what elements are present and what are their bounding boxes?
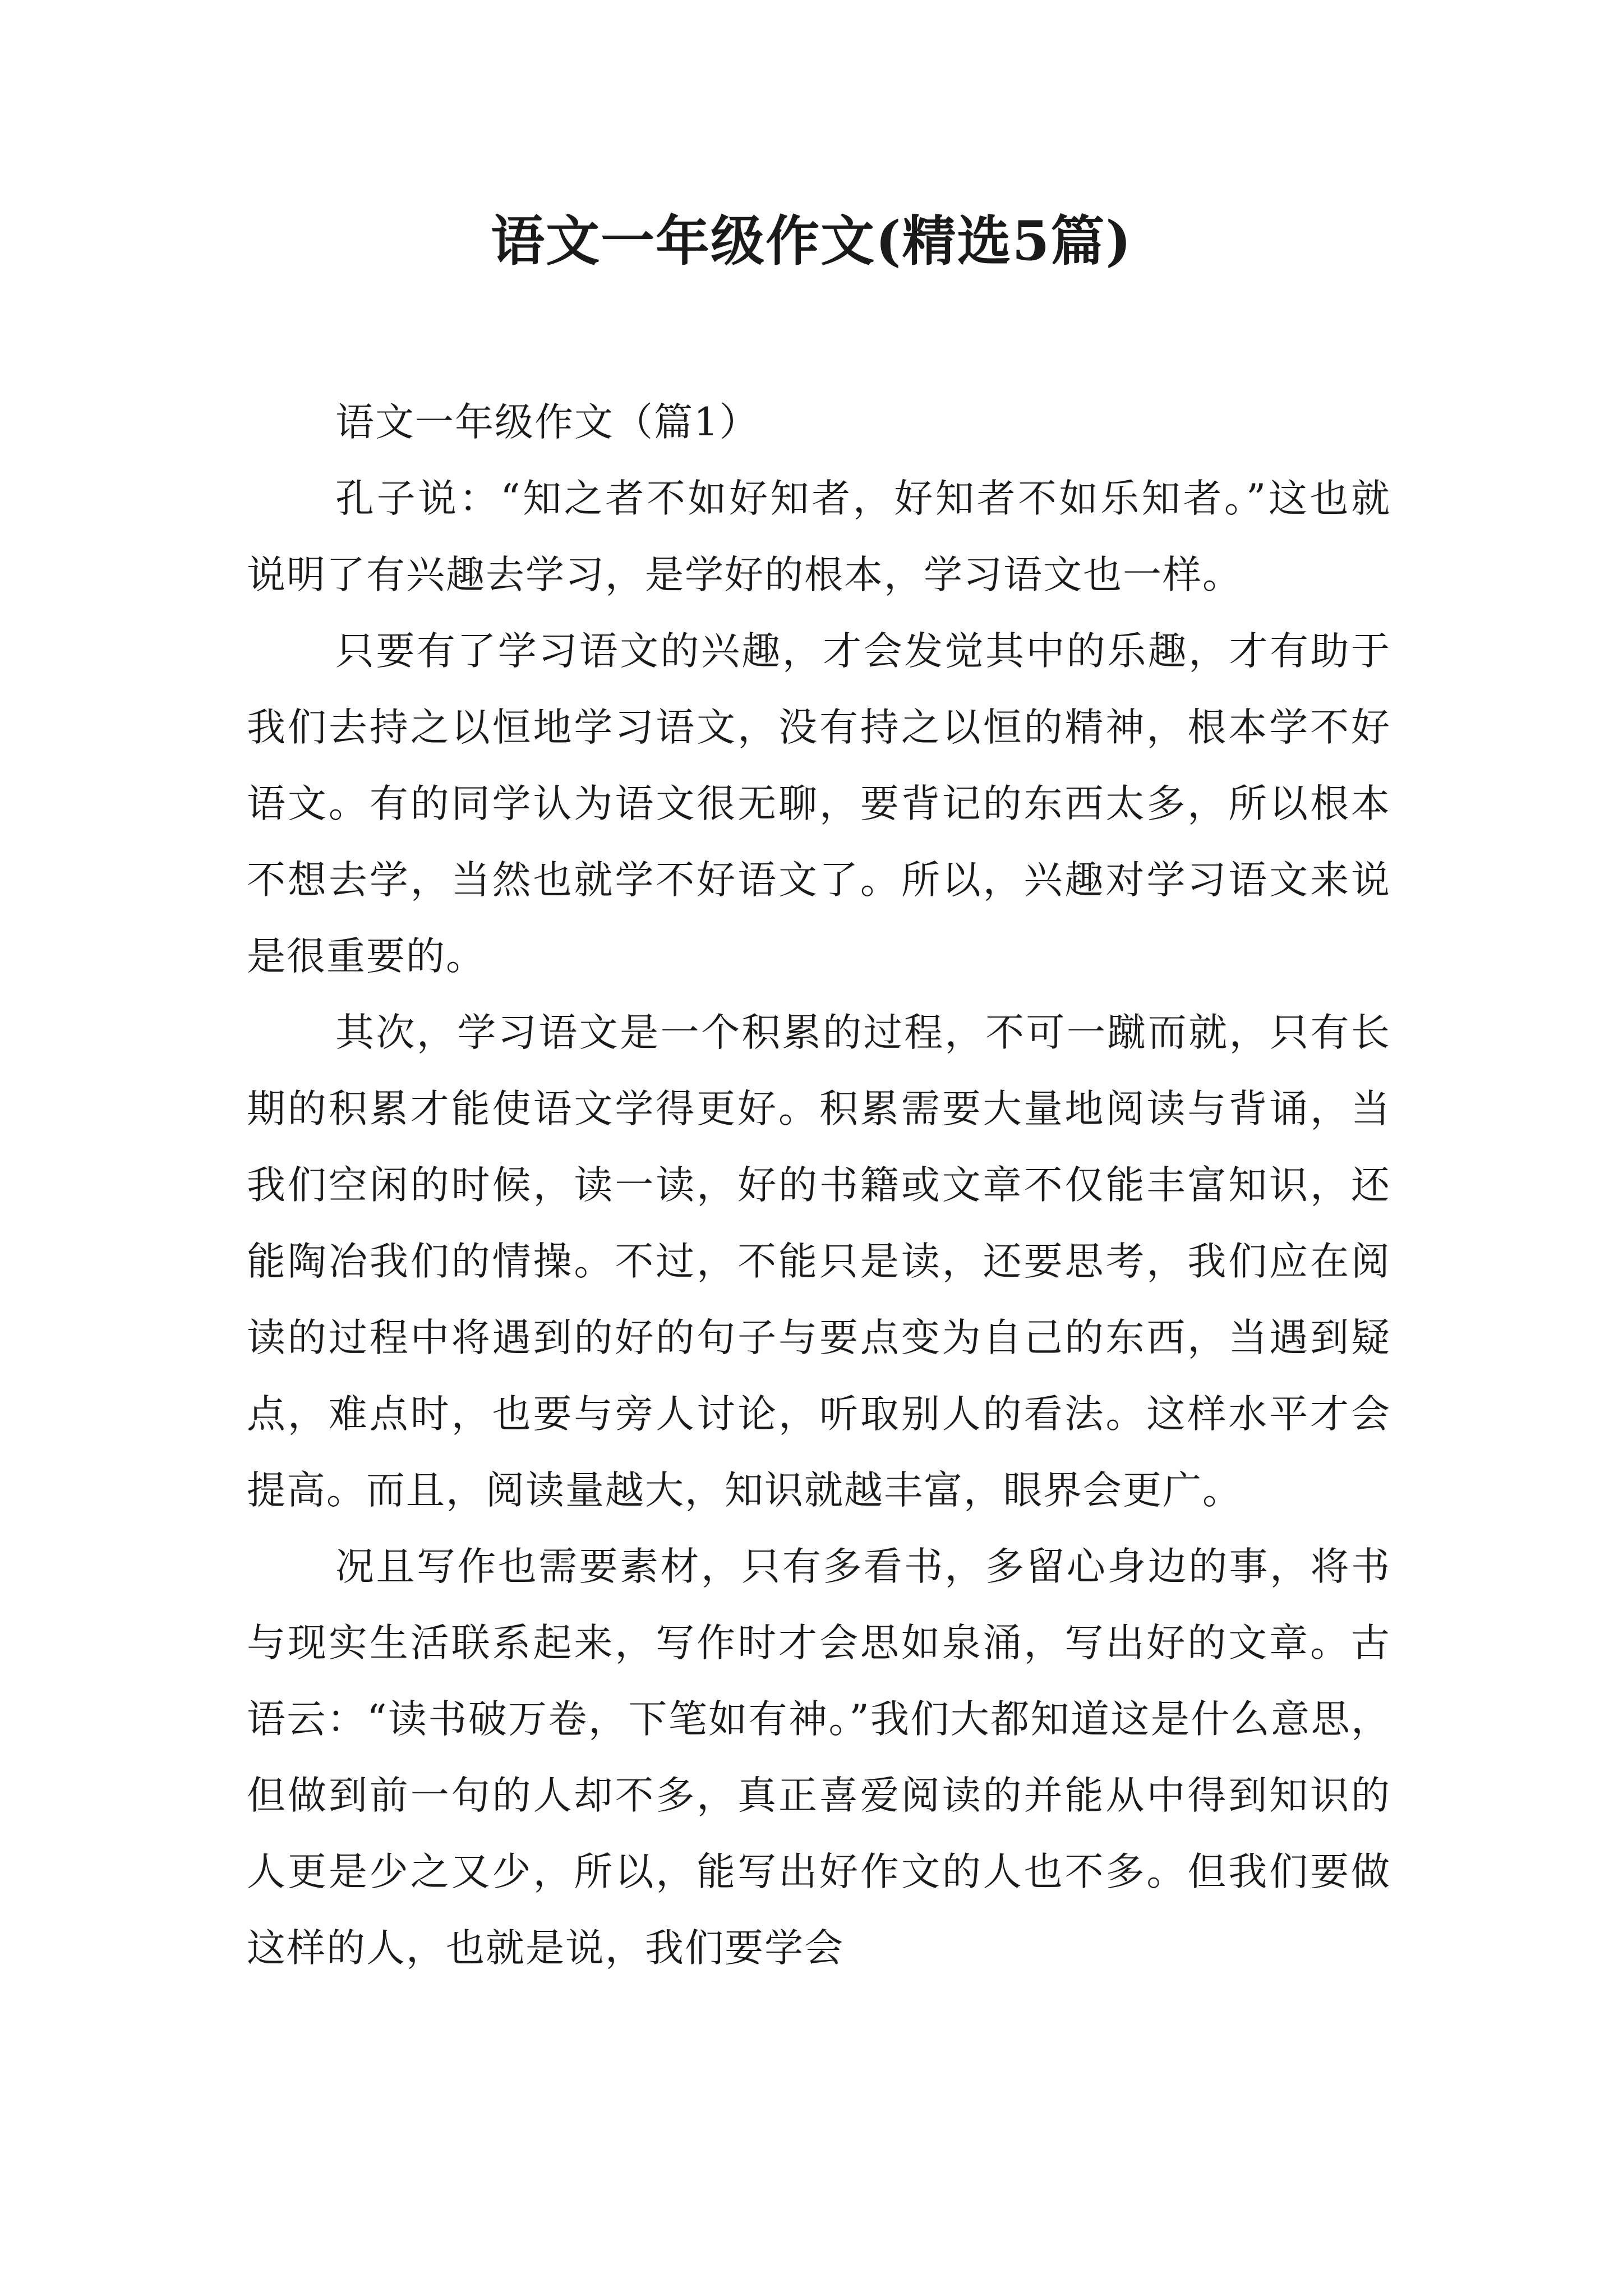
- document-body: [247, 384, 1391, 1986]
- paragraph: 只要有了学习语文的兴趣，才会发觉其中的乐趣，才有助于我们去持之以恒地学习语文，没有持之以恒的精神，根本学不好语文。有的同学认为语文很无聊，要背记的东西太多，所以根本不想去学，当然也就学不好语文了。所以，兴趣对学习语文来说是很重要的。: [247, 629, 1391, 979]
- section-heading: 语文一年级作文（篇1）: [335, 400, 759, 445]
- paragraph: 况且写作也需要素材，只有多看书，多留心身边的事，将书与现实生活联系起来，写作时才会思如泉涌，写出好的文章。古语云：“读书破万卷，下笔如有神。”我们大都知道这是什么意思，但做到前一句的人却不多，真正喜爱阅读的并能从中得到知识的人更是少之又少，所以，能写出好作文的人也不多。但我们要做这样的人，也就是说，我们要学会: [247, 1544, 1391, 1971]
- paragraph: 其次，学习语文是一个积累的过程，不可一蹴而就，只有长期的积累才能使语文学得更好。积累需要大量地阅读与背诵，当我们空闲的时候，读一读，好的书籍或文章不仅能丰富知识，还能陶冶我们的情操。不过，不能只是读，还要思考，我们应在阅读的过程中将遇到的好的句子与要点变为自己的东西，当遇到疑点，难点时，也要与旁人讨论，听取别人的看法。这样水平才会提高。而且，阅读量越大，知识就越丰富，眼界会更广。: [247, 1010, 1391, 1513]
- paragraph: 孔子说：“知之者不如好知者，好知者不如乐知者。”这也就说明了有兴趣去学习，是学好的根本，学习语文也一样。: [247, 476, 1391, 597]
- document-title: 语文一年级作文(精选5篇): [491, 209, 1132, 273]
